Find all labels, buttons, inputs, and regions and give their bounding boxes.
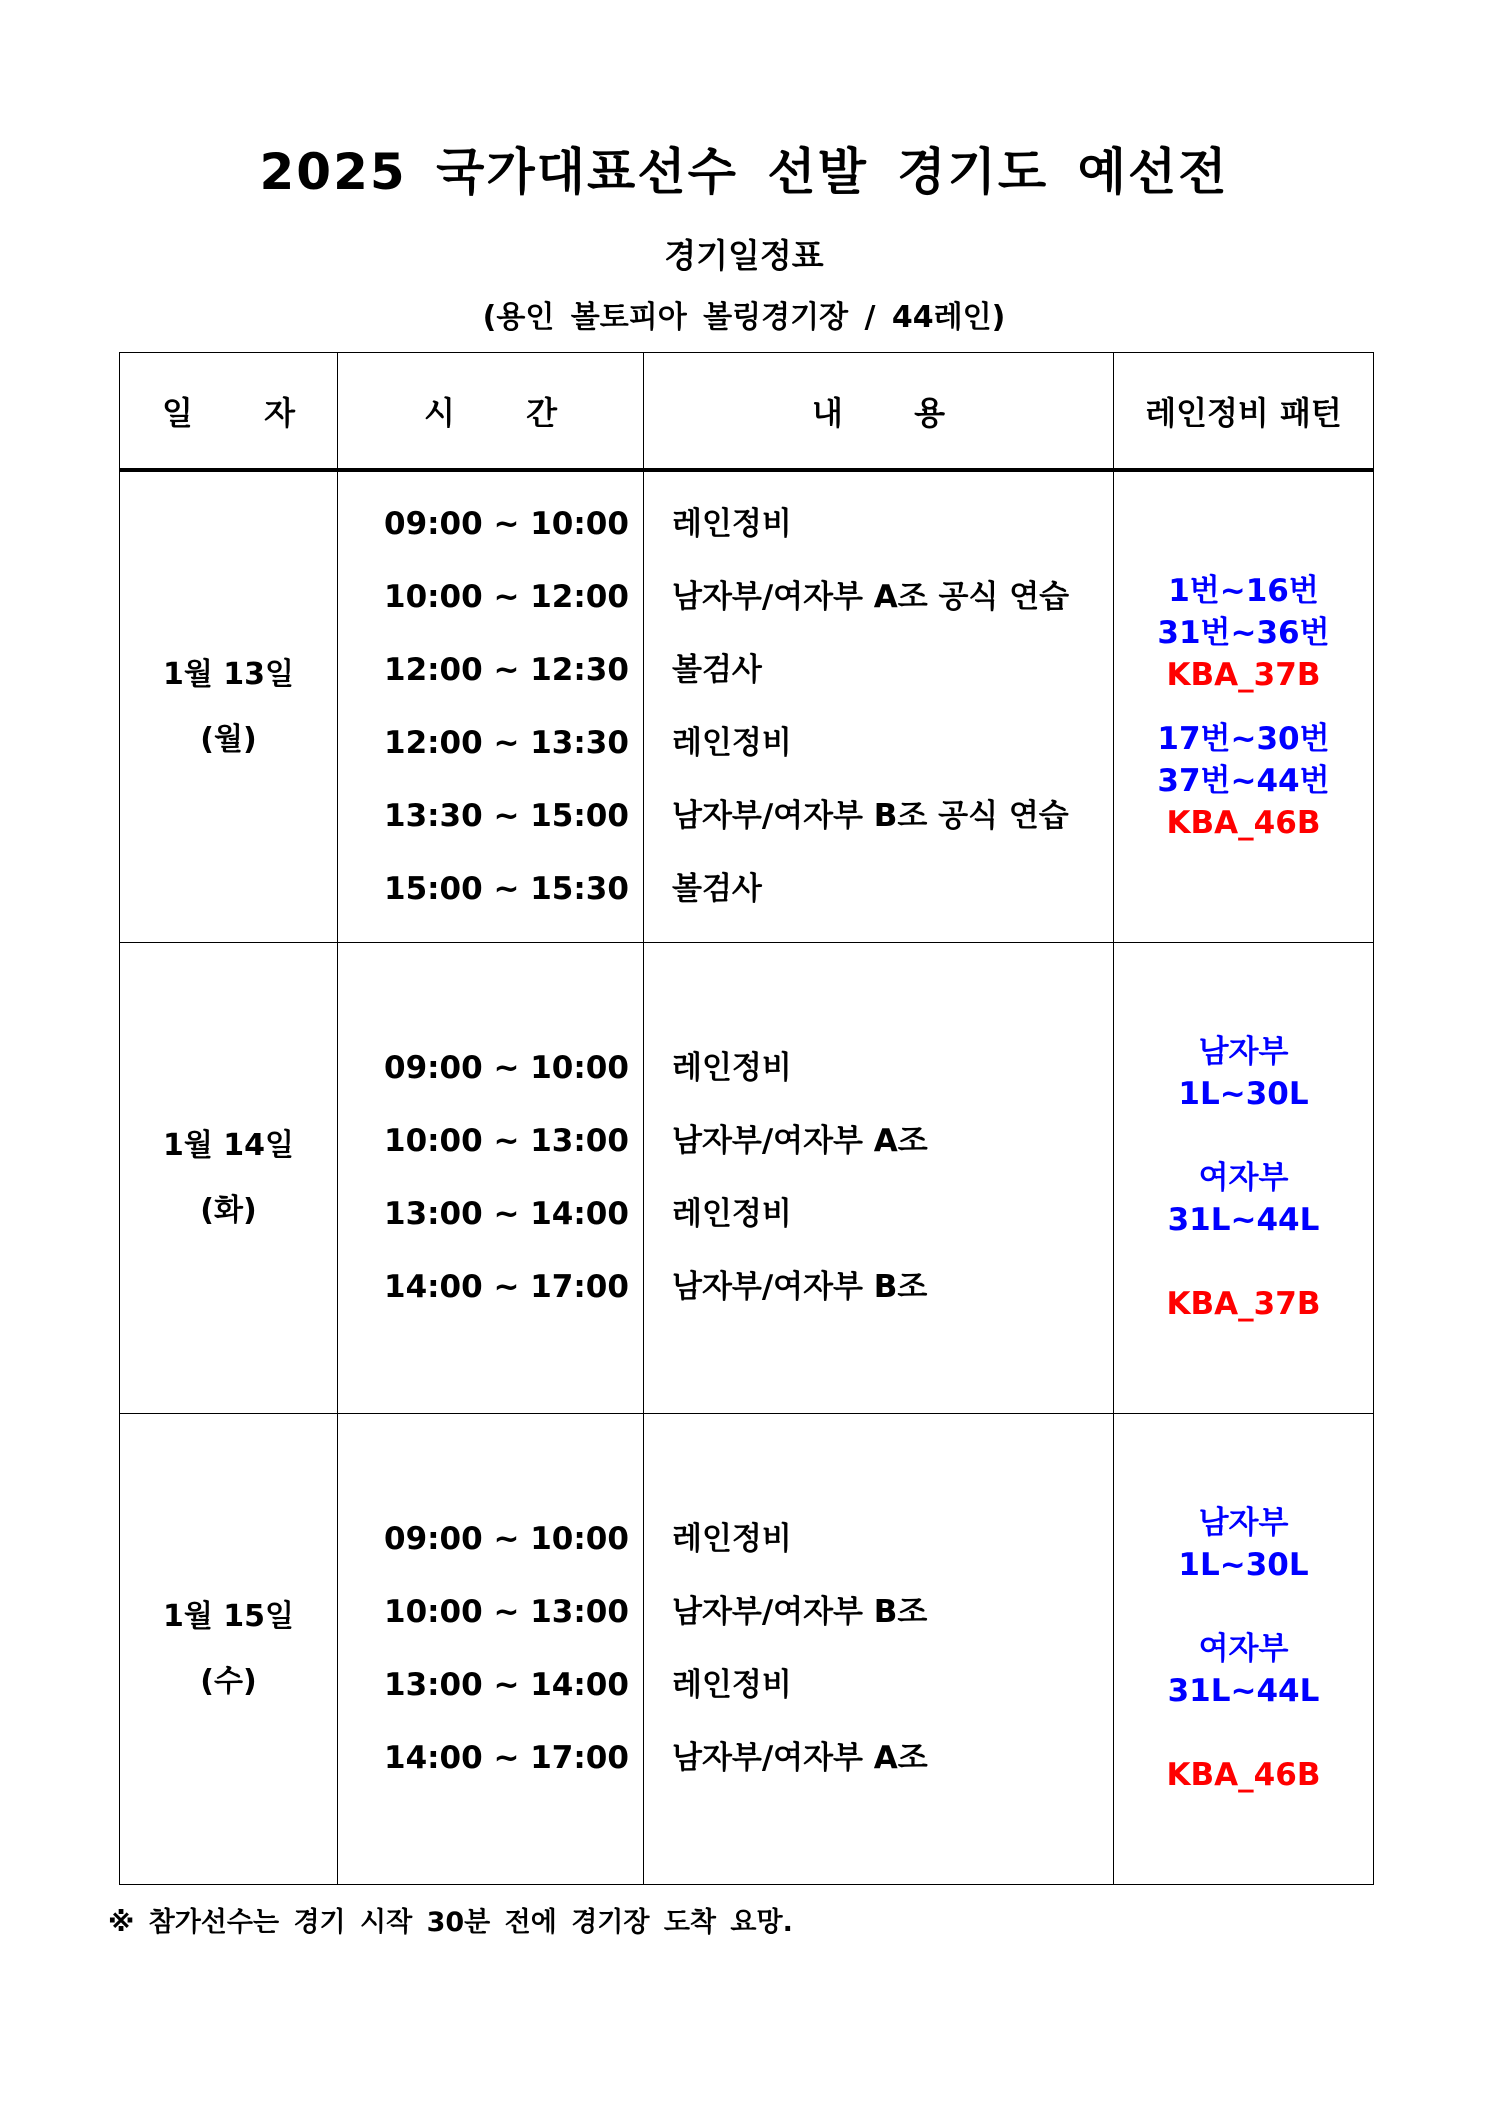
header-row bbox=[120, 353, 1374, 471]
time-slot: 13:00 ~ 14:00 bbox=[384, 1667, 629, 1703]
header-time: 시 간 bbox=[338, 353, 644, 471]
date-label: 1월 13일 bbox=[162, 657, 295, 692]
table-row bbox=[120, 1414, 1374, 1885]
time-slot: 12:00 ~ 12:30 bbox=[384, 652, 629, 688]
date-label: 1월 14일 bbox=[162, 1128, 295, 1163]
activity-item: 레인정비 bbox=[672, 725, 792, 761]
activity-item: 남자부/여자부 B조 bbox=[672, 1594, 928, 1630]
activity-item: 남자부/여자부 A조 bbox=[672, 1740, 928, 1776]
activity-item: 남자부/여자부 B조 bbox=[672, 1269, 928, 1305]
time-cell bbox=[338, 1414, 644, 1885]
weekday-label: (수) bbox=[200, 1664, 257, 1699]
activity-cell bbox=[644, 470, 1114, 943]
time-slot: 10:00 ~ 13:00 bbox=[384, 1594, 629, 1630]
activity-item: 볼검사 bbox=[672, 871, 762, 907]
lane-range: 31L~44L bbox=[1167, 1202, 1320, 1238]
date-cell bbox=[120, 1414, 338, 1885]
weekday-label: (화) bbox=[200, 1193, 257, 1228]
header-content: 내 용 bbox=[644, 353, 1114, 471]
activity-item: 레인정비 bbox=[672, 1196, 792, 1232]
activity-cell bbox=[644, 1414, 1114, 1885]
time-slot: 09:00 ~ 10:00 bbox=[384, 1050, 629, 1086]
activity-item: 남자부/여자부 A조 bbox=[672, 1123, 928, 1159]
time-slot: 10:00 ~ 13:00 bbox=[384, 1123, 629, 1159]
time-cell bbox=[338, 470, 644, 943]
page-title: 2025 국가대표선수 선발 경기도 예선전 bbox=[259, 143, 1229, 201]
table-row bbox=[120, 470, 1374, 943]
time-slot: 15:00 ~ 15:30 bbox=[384, 871, 629, 907]
activity-cell bbox=[644, 943, 1114, 1414]
time-slot: 14:00 ~ 17:00 bbox=[384, 1269, 629, 1305]
lane-range: 1번~16번 bbox=[1168, 573, 1319, 609]
activity-item: 남자부/여자부 B조 공식 연습 bbox=[672, 798, 1069, 834]
date-cell bbox=[120, 943, 338, 1414]
activity-item: 볼검사 bbox=[672, 652, 762, 688]
pattern-code: KBA_46B bbox=[1166, 805, 1321, 841]
time-slot: 09:00 ~ 10:00 bbox=[384, 506, 629, 542]
division-label: 남자부 bbox=[1198, 1034, 1289, 1070]
pattern-code: KBA_37B bbox=[1166, 1286, 1321, 1322]
time-slot: 10:00 ~ 12:00 bbox=[384, 579, 629, 615]
pattern-code: KBA_46B bbox=[1166, 1757, 1321, 1793]
activity-item: 레인정비 bbox=[672, 506, 792, 542]
lane-range: 1L~30L bbox=[1178, 1547, 1309, 1583]
division-label: 남자부 bbox=[1198, 1505, 1289, 1541]
date-label: 1월 15일 bbox=[162, 1599, 295, 1634]
activity-item: 레인정비 bbox=[672, 1667, 792, 1703]
division-label: 여자부 bbox=[1198, 1631, 1289, 1667]
time-cell bbox=[338, 943, 644, 1414]
lane-range: 1L~30L bbox=[1178, 1076, 1309, 1112]
activity-item: 남자부/여자부 A조 공식 연습 bbox=[672, 579, 1070, 615]
lane-range: 31번~36번 bbox=[1157, 615, 1330, 651]
footnote: ※ 참가선수는 경기 시작 30분 전에 경기장 도착 요망. bbox=[108, 1907, 793, 1938]
lane-range: 17번~30번 bbox=[1157, 721, 1330, 757]
schedule-table bbox=[119, 352, 1374, 1885]
pattern-cell bbox=[1114, 943, 1374, 1414]
date-cell bbox=[120, 470, 338, 943]
lane-range: 37번~44번 bbox=[1157, 763, 1330, 799]
weekday-label: (월) bbox=[200, 722, 257, 757]
header-date: 일 자 bbox=[120, 353, 338, 471]
pattern-cell bbox=[1114, 470, 1374, 943]
header-pattern: 레인정비 패턴 bbox=[1114, 353, 1374, 471]
time-slot: 12:00 ~ 13:30 bbox=[384, 725, 629, 761]
venue-line: (용인 볼토피아 볼링경기장 / 44레인) bbox=[482, 300, 1006, 335]
time-slot: 13:30 ~ 15:00 bbox=[384, 798, 629, 834]
time-slot: 09:00 ~ 10:00 bbox=[384, 1521, 629, 1557]
table-row bbox=[120, 943, 1374, 1414]
lane-range: 31L~44L bbox=[1167, 1673, 1320, 1709]
activity-item: 레인정비 bbox=[672, 1050, 792, 1086]
time-slot: 13:00 ~ 14:00 bbox=[384, 1196, 629, 1232]
page-subtitle: 경기일정표 bbox=[664, 236, 824, 275]
pattern-code: KBA_37B bbox=[1166, 657, 1321, 693]
time-slot: 14:00 ~ 17:00 bbox=[384, 1740, 629, 1776]
pattern-cell bbox=[1114, 1414, 1374, 1885]
activity-item: 레인정비 bbox=[672, 1521, 792, 1557]
division-label: 여자부 bbox=[1198, 1160, 1289, 1196]
